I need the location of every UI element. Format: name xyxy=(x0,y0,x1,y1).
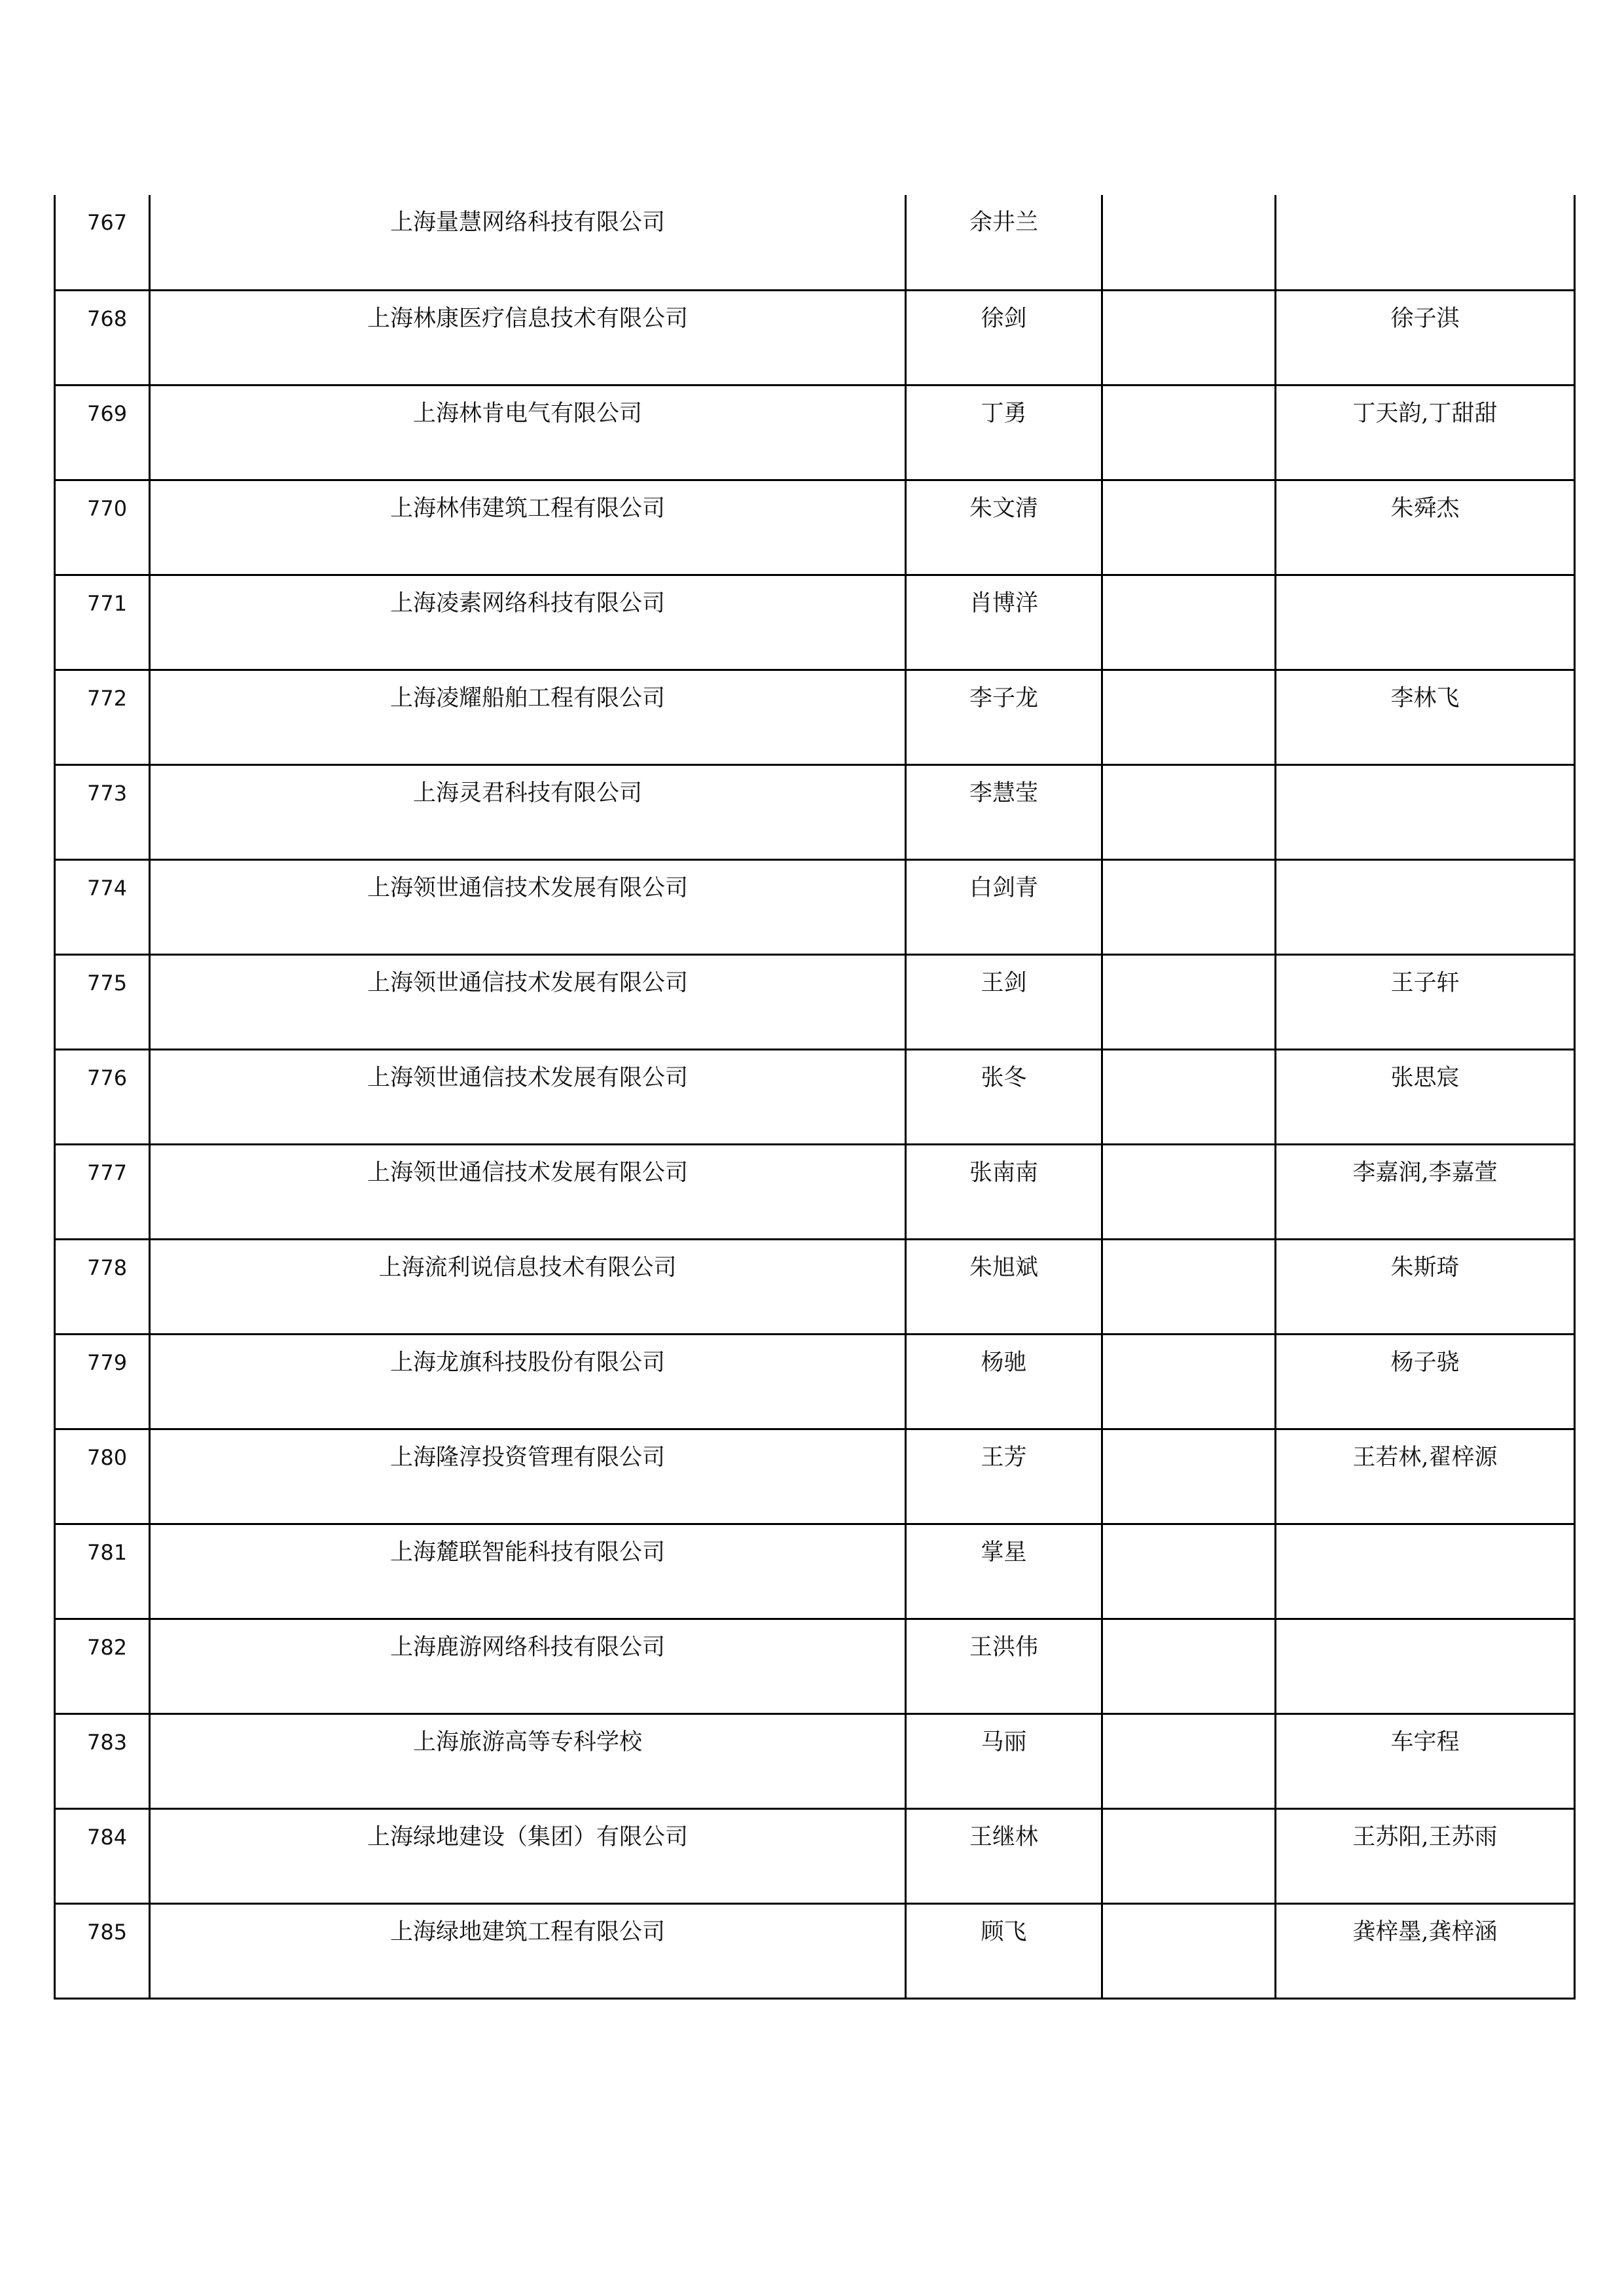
table-row xyxy=(55,480,1575,575)
registry-table-body xyxy=(55,195,1575,1998)
person-name-cell: 王芳 xyxy=(906,1429,1102,1524)
table-row xyxy=(55,859,1575,954)
company-name-cell: 上海隆淳投资管理有限公司 xyxy=(150,1429,906,1524)
blank-column-cell xyxy=(1102,195,1276,290)
table-row xyxy=(55,1713,1575,1808)
company-name-cell: 上海流利说信息技术有限公司 xyxy=(150,1239,906,1334)
row-number-cell: 779 xyxy=(55,1334,150,1429)
table-row xyxy=(55,764,1575,859)
table-row xyxy=(55,385,1575,480)
registry-table xyxy=(54,195,1576,2000)
table-row xyxy=(55,954,1575,1049)
person-name-cell: 丁勇 xyxy=(906,385,1102,480)
person-name-cell: 朱文清 xyxy=(906,480,1102,575)
row-number-cell: 769 xyxy=(55,385,150,480)
children-names-cell: 王子轩 xyxy=(1276,954,1575,1049)
row-number-cell: 785 xyxy=(55,1903,150,1998)
blank-column-cell xyxy=(1102,385,1276,480)
person-name-cell: 余井兰 xyxy=(906,195,1102,290)
company-name-cell: 上海林伟建筑工程有限公司 xyxy=(150,480,906,575)
person-name-cell: 李慧莹 xyxy=(906,764,1102,859)
company-name-cell: 上海领世通信技术发展有限公司 xyxy=(150,859,906,954)
row-number-cell: 767 xyxy=(55,195,150,290)
company-name-cell: 上海林康医疗信息技术有限公司 xyxy=(150,290,906,385)
table-row xyxy=(55,1619,1575,1713)
children-names-cell: 朱舜杰 xyxy=(1276,480,1575,575)
row-number-cell: 772 xyxy=(55,670,150,764)
company-name-cell: 上海绿地建设（集团）有限公司 xyxy=(150,1808,906,1903)
company-name-cell: 上海领世通信技术发展有限公司 xyxy=(150,1049,906,1144)
children-names-cell xyxy=(1276,575,1575,670)
person-name-cell: 王洪伟 xyxy=(906,1619,1102,1713)
company-name-cell: 上海灵君科技有限公司 xyxy=(150,764,906,859)
blank-column-cell xyxy=(1102,1334,1276,1429)
person-name-cell: 顾飞 xyxy=(906,1903,1102,1998)
table-row xyxy=(55,1239,1575,1334)
company-name-cell: 上海绿地建筑工程有限公司 xyxy=(150,1903,906,1998)
table-row xyxy=(55,1903,1575,1998)
blank-column-cell xyxy=(1102,670,1276,764)
person-name-cell: 徐剑 xyxy=(906,290,1102,385)
children-names-cell xyxy=(1276,1619,1575,1713)
children-names-cell: 李嘉润,李嘉萱 xyxy=(1276,1144,1575,1239)
children-names-cell: 王若林,翟梓源 xyxy=(1276,1429,1575,1524)
children-names-cell: 张思宸 xyxy=(1276,1049,1575,1144)
children-names-cell: 朱斯琦 xyxy=(1276,1239,1575,1334)
blank-column-cell xyxy=(1102,575,1276,670)
table-row xyxy=(55,1429,1575,1524)
company-name-cell: 上海龙旗科技股份有限公司 xyxy=(150,1334,906,1429)
company-name-cell: 上海凌素网络科技有限公司 xyxy=(150,575,906,670)
blank-column-cell xyxy=(1102,1144,1276,1239)
blank-column-cell xyxy=(1102,480,1276,575)
person-name-cell: 白剑青 xyxy=(906,859,1102,954)
person-name-cell: 李子龙 xyxy=(906,670,1102,764)
children-names-cell: 徐子淇 xyxy=(1276,290,1575,385)
table-row xyxy=(55,290,1575,385)
row-number-cell: 771 xyxy=(55,575,150,670)
blank-column-cell xyxy=(1102,1619,1276,1713)
blank-column-cell xyxy=(1102,1808,1276,1903)
row-number-cell: 784 xyxy=(55,1808,150,1903)
row-number-cell: 780 xyxy=(55,1429,150,1524)
row-number-cell: 777 xyxy=(55,1144,150,1239)
row-number-cell: 774 xyxy=(55,859,150,954)
company-name-cell: 上海鹿游网络科技有限公司 xyxy=(150,1619,906,1713)
company-name-cell: 上海量慧网络科技有限公司 xyxy=(150,195,906,290)
person-name-cell: 肖博洋 xyxy=(906,575,1102,670)
children-names-cell xyxy=(1276,764,1575,859)
children-names-cell: 李林飞 xyxy=(1276,670,1575,764)
table-row xyxy=(55,1808,1575,1903)
person-name-cell: 杨驰 xyxy=(906,1334,1102,1429)
table-row xyxy=(55,1144,1575,1239)
row-number-cell: 770 xyxy=(55,480,150,575)
person-name-cell: 张冬 xyxy=(906,1049,1102,1144)
row-number-cell: 778 xyxy=(55,1239,150,1334)
blank-column-cell xyxy=(1102,1903,1276,1998)
children-names-cell: 王苏阳,王苏雨 xyxy=(1276,1808,1575,1903)
children-names-cell: 龚梓墨,龚梓涵 xyxy=(1276,1903,1575,1998)
row-number-cell: 775 xyxy=(55,954,150,1049)
company-name-cell: 上海领世通信技术发展有限公司 xyxy=(150,1144,906,1239)
children-names-cell: 车宇程 xyxy=(1276,1713,1575,1808)
children-names-cell xyxy=(1276,859,1575,954)
row-number-cell: 773 xyxy=(55,764,150,859)
children-names-cell: 杨子骁 xyxy=(1276,1334,1575,1429)
person-name-cell: 朱旭斌 xyxy=(906,1239,1102,1334)
company-name-cell: 上海凌耀船舶工程有限公司 xyxy=(150,670,906,764)
row-number-cell: 782 xyxy=(55,1619,150,1713)
table-row xyxy=(55,575,1575,670)
company-name-cell: 上海林肯电气有限公司 xyxy=(150,385,906,480)
company-name-cell: 上海麓联智能科技有限公司 xyxy=(150,1524,906,1619)
blank-column-cell xyxy=(1102,1049,1276,1144)
row-number-cell: 768 xyxy=(55,290,150,385)
children-names-cell xyxy=(1276,1524,1575,1619)
children-names-cell: 丁天韵,丁甜甜 xyxy=(1276,385,1575,480)
table-row xyxy=(55,1049,1575,1144)
row-number-cell: 783 xyxy=(55,1713,150,1808)
table-row xyxy=(55,670,1575,764)
table-row xyxy=(55,1524,1575,1619)
person-name-cell: 王剑 xyxy=(906,954,1102,1049)
person-name-cell: 马丽 xyxy=(906,1713,1102,1808)
children-names-cell xyxy=(1276,195,1575,290)
blank-column-cell xyxy=(1102,859,1276,954)
table-row xyxy=(55,195,1575,290)
blank-column-cell xyxy=(1102,1239,1276,1334)
table-row xyxy=(55,1334,1575,1429)
blank-column-cell xyxy=(1102,1429,1276,1524)
blank-column-cell xyxy=(1102,764,1276,859)
row-number-cell: 781 xyxy=(55,1524,150,1619)
blank-column-cell xyxy=(1102,1713,1276,1808)
person-name-cell: 王继林 xyxy=(906,1808,1102,1903)
blank-column-cell xyxy=(1102,290,1276,385)
company-name-cell: 上海领世通信技术发展有限公司 xyxy=(150,954,906,1049)
row-number-cell: 776 xyxy=(55,1049,150,1144)
blank-column-cell xyxy=(1102,954,1276,1049)
company-name-cell: 上海旅游高等专科学校 xyxy=(150,1713,906,1808)
blank-column-cell xyxy=(1102,1524,1276,1619)
person-name-cell: 掌星 xyxy=(906,1524,1102,1619)
person-name-cell: 张南南 xyxy=(906,1144,1102,1239)
